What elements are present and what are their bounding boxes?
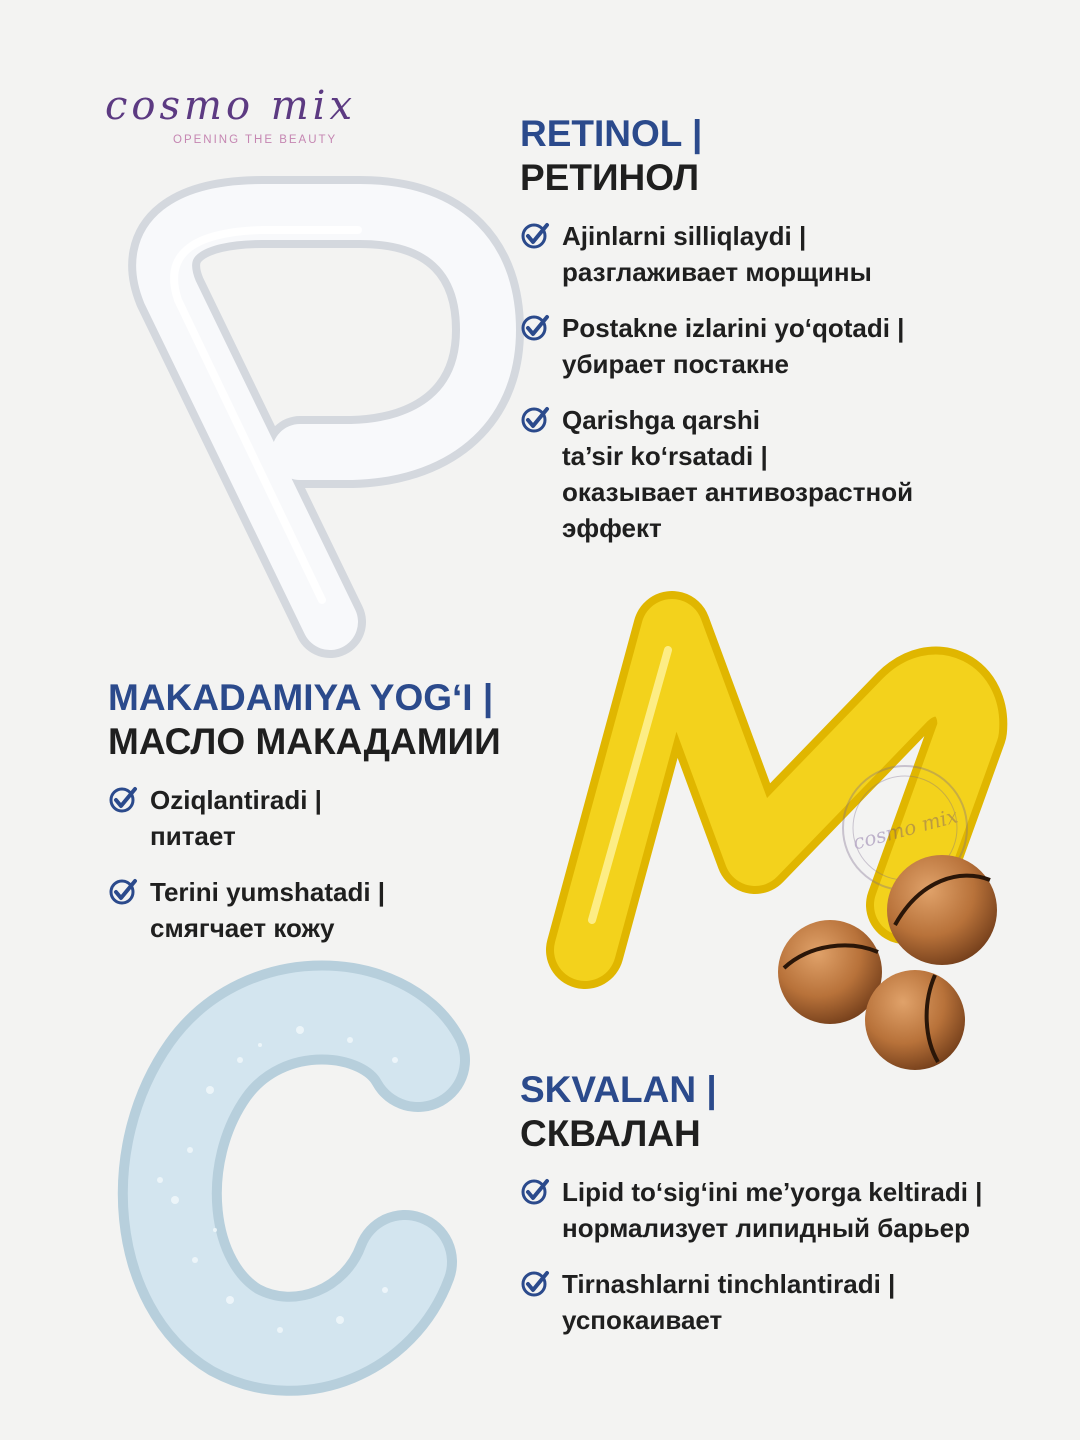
item-line: Qarishga qarshi [562, 405, 760, 435]
squalane-section [520, 1068, 1060, 1358]
squalane-title-en: SKVALAN | [520, 1069, 717, 1110]
item-line: нормализует липидный барьер [562, 1213, 970, 1243]
squalane-item-text [562, 1266, 895, 1338]
check-circle-icon [520, 404, 550, 434]
check-circle-icon [520, 1176, 550, 1206]
item-line: Tirnashlarni tinchlantiradi | [562, 1269, 896, 1299]
squalane-item [520, 1174, 1060, 1246]
macadamia-section [108, 676, 568, 966]
item-line: убирает постакне [562, 349, 789, 379]
squalane-item [520, 1266, 1060, 1338]
brand-tagline: OPENING THE BEAUTY [173, 134, 338, 146]
macadamia-item-text [150, 874, 385, 946]
retinol-item-text [562, 310, 904, 382]
squalane-item-text [562, 1174, 982, 1246]
item-line: Oziqlantiradi | [150, 785, 322, 815]
macadamia-title-en: MAKADAMIYA YOG‘I | [108, 677, 494, 718]
macadamia-item [108, 782, 568, 854]
check-circle-icon [520, 1268, 550, 1298]
item-line: Lipid to‘sig‘ini me’yorga keltiradi | [562, 1177, 983, 1207]
item-line: ta’sir ko‘rsatadi | [562, 441, 768, 471]
item-line: Ajinlarni silliqlaydi | [562, 221, 807, 251]
retinol-section [520, 112, 1040, 566]
retinol-title-ru: РЕТИНОЛ [520, 157, 700, 198]
item-line: оказывает антивозрастной [562, 477, 914, 507]
item-line: смягчает кожу [150, 913, 335, 943]
retinol-item [520, 218, 1040, 290]
retinol-item [520, 310, 1040, 382]
check-circle-icon [108, 876, 138, 906]
item-line: успокаивает [562, 1305, 723, 1335]
retinol-item [520, 402, 1040, 546]
macadamia-item-text [150, 782, 322, 854]
item-line: Postakne izlarini yo‘qotadi | [562, 313, 905, 343]
check-circle-icon [520, 220, 550, 250]
item-line: разглаживает морщины [562, 257, 872, 287]
macadamia-title-ru: МАСЛО МАКАДАМИИ [108, 721, 501, 762]
retinol-title-en: RETINOL | [520, 113, 703, 154]
check-circle-icon [520, 312, 550, 342]
gel-letter-c-image [157, 1013, 418, 1344]
item-line: Terini yumshatadi | [150, 877, 386, 907]
check-circle-icon [108, 784, 138, 814]
squalane-title-ru: СКВАЛАН [520, 1113, 701, 1154]
item-line: эффект [562, 513, 662, 543]
retinol-item-text [562, 402, 913, 546]
gel-letter-p-image [164, 212, 488, 622]
brand-logo [105, 82, 425, 146]
brand-name: cosmo mix [105, 83, 357, 129]
stamp-text: cosmo mix [850, 803, 961, 855]
retinol-item-text [562, 218, 872, 290]
macadamia-item [108, 874, 568, 946]
item-line: питает [150, 821, 236, 851]
